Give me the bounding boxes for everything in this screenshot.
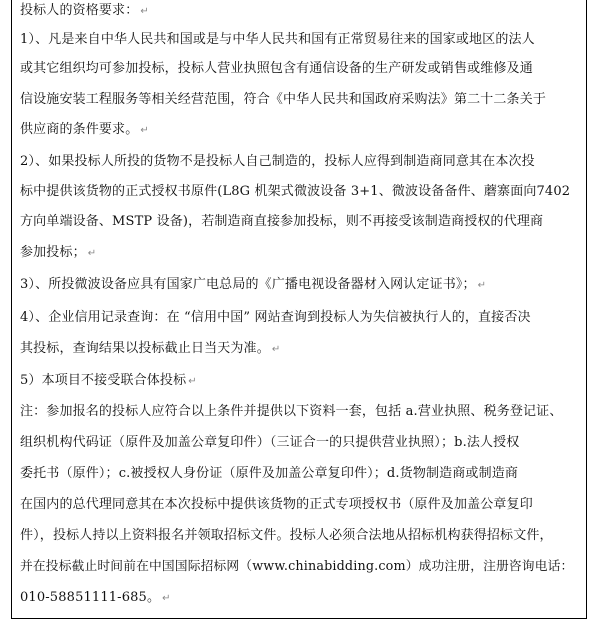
paragraph-mark-icon: ↵ [477,280,487,291]
text-line: 供应商的条件要求。 ↵ [20,122,149,137]
paragraph-mark-icon: ↵ [87,248,97,259]
text-line: 其投标，查询结果以投标截止日当天为准。 ↵ [20,341,281,356]
text-line: 信设施安装工程服务等相关经营范围，符合《中华人民共和国政府采购法》第二十二条关于 [20,92,547,107]
text-line: 5）本项目不接受联合体投标 ↵ [20,373,197,388]
text-line: 3）、所投微波设备应具有国家广电总局的《广播电视设备器材入网认定证书》； ↵ [20,277,487,292]
paragraph-mark-icon: ↵ [162,593,171,604]
text-line: 4）、企业信用记录查询：在 “信用中国” 网站查询到投标人为失信被执行人的，直接否决 [20,310,531,325]
text-line: 组织机构代码证（原件及加盖公章复印件）（三证合一的只提供营业执照）；b.法人授权 [20,435,520,450]
text-line: 2）、如果投标人所投的货物不是投标人自己制造的，投标人应得到制造商同意其在本次投 [20,154,535,169]
text-line: 件），投标人持以上资料报名并领取招标文件。投标人必须合法地从招标机构获得招标文件， [20,528,553,543]
text-line: 参加投标； ↵ [20,245,97,260]
text-line: 标中提供该货物的正式授权书原件(L8G 机架式微波设备 3+1、微波设备备件、蘑寨面向7402 [20,184,571,199]
text-line: 010-58851111-685。 ↵ [20,590,171,605]
heading: 投标人的资格要求： [20,3,139,18]
text-line: 委托书（原件）；c.被授权人身份证（原件及加盖公章复印件）；d.货物制造商或制造商 [20,466,519,481]
heading-line [20,3,149,20]
text-line: 并在投标截止时间前在中国国际招标网（www.chinabidding.com）成功注册，注册咨询电话： [20,559,574,574]
text-line: 在国内的总代理同意其在本次投标中提供该货物的正式专项授权书（原件及加盖公章复印 [20,497,533,512]
text-line: 或其它组织均可参加投标，投标人营业执照包含有通信设备的生产研发或销售或维修及通 [20,61,533,76]
text-line: 1）、凡是来自中华人民共和国或是与中华人民共和国有正常贸易往来的国家或地区的法人 [20,32,535,47]
text-line: 注：参加报名的投标人应符合以上条件并提供以下资料一套，包括 a.营业执照、税务登记证、 [20,404,563,419]
text-line: 方向单端设备、MSTP 设备)，若制造商直接参加投标，则不再接受该制造商授权的代理商 [20,214,544,229]
paragraph-mark-icon: ↵ [188,376,197,387]
paragraph-mark-icon: ↵ [140,125,149,136]
paragraph-mark-icon: ↵ [271,344,281,355]
paragraph-mark-icon: ↵ [140,6,149,17]
